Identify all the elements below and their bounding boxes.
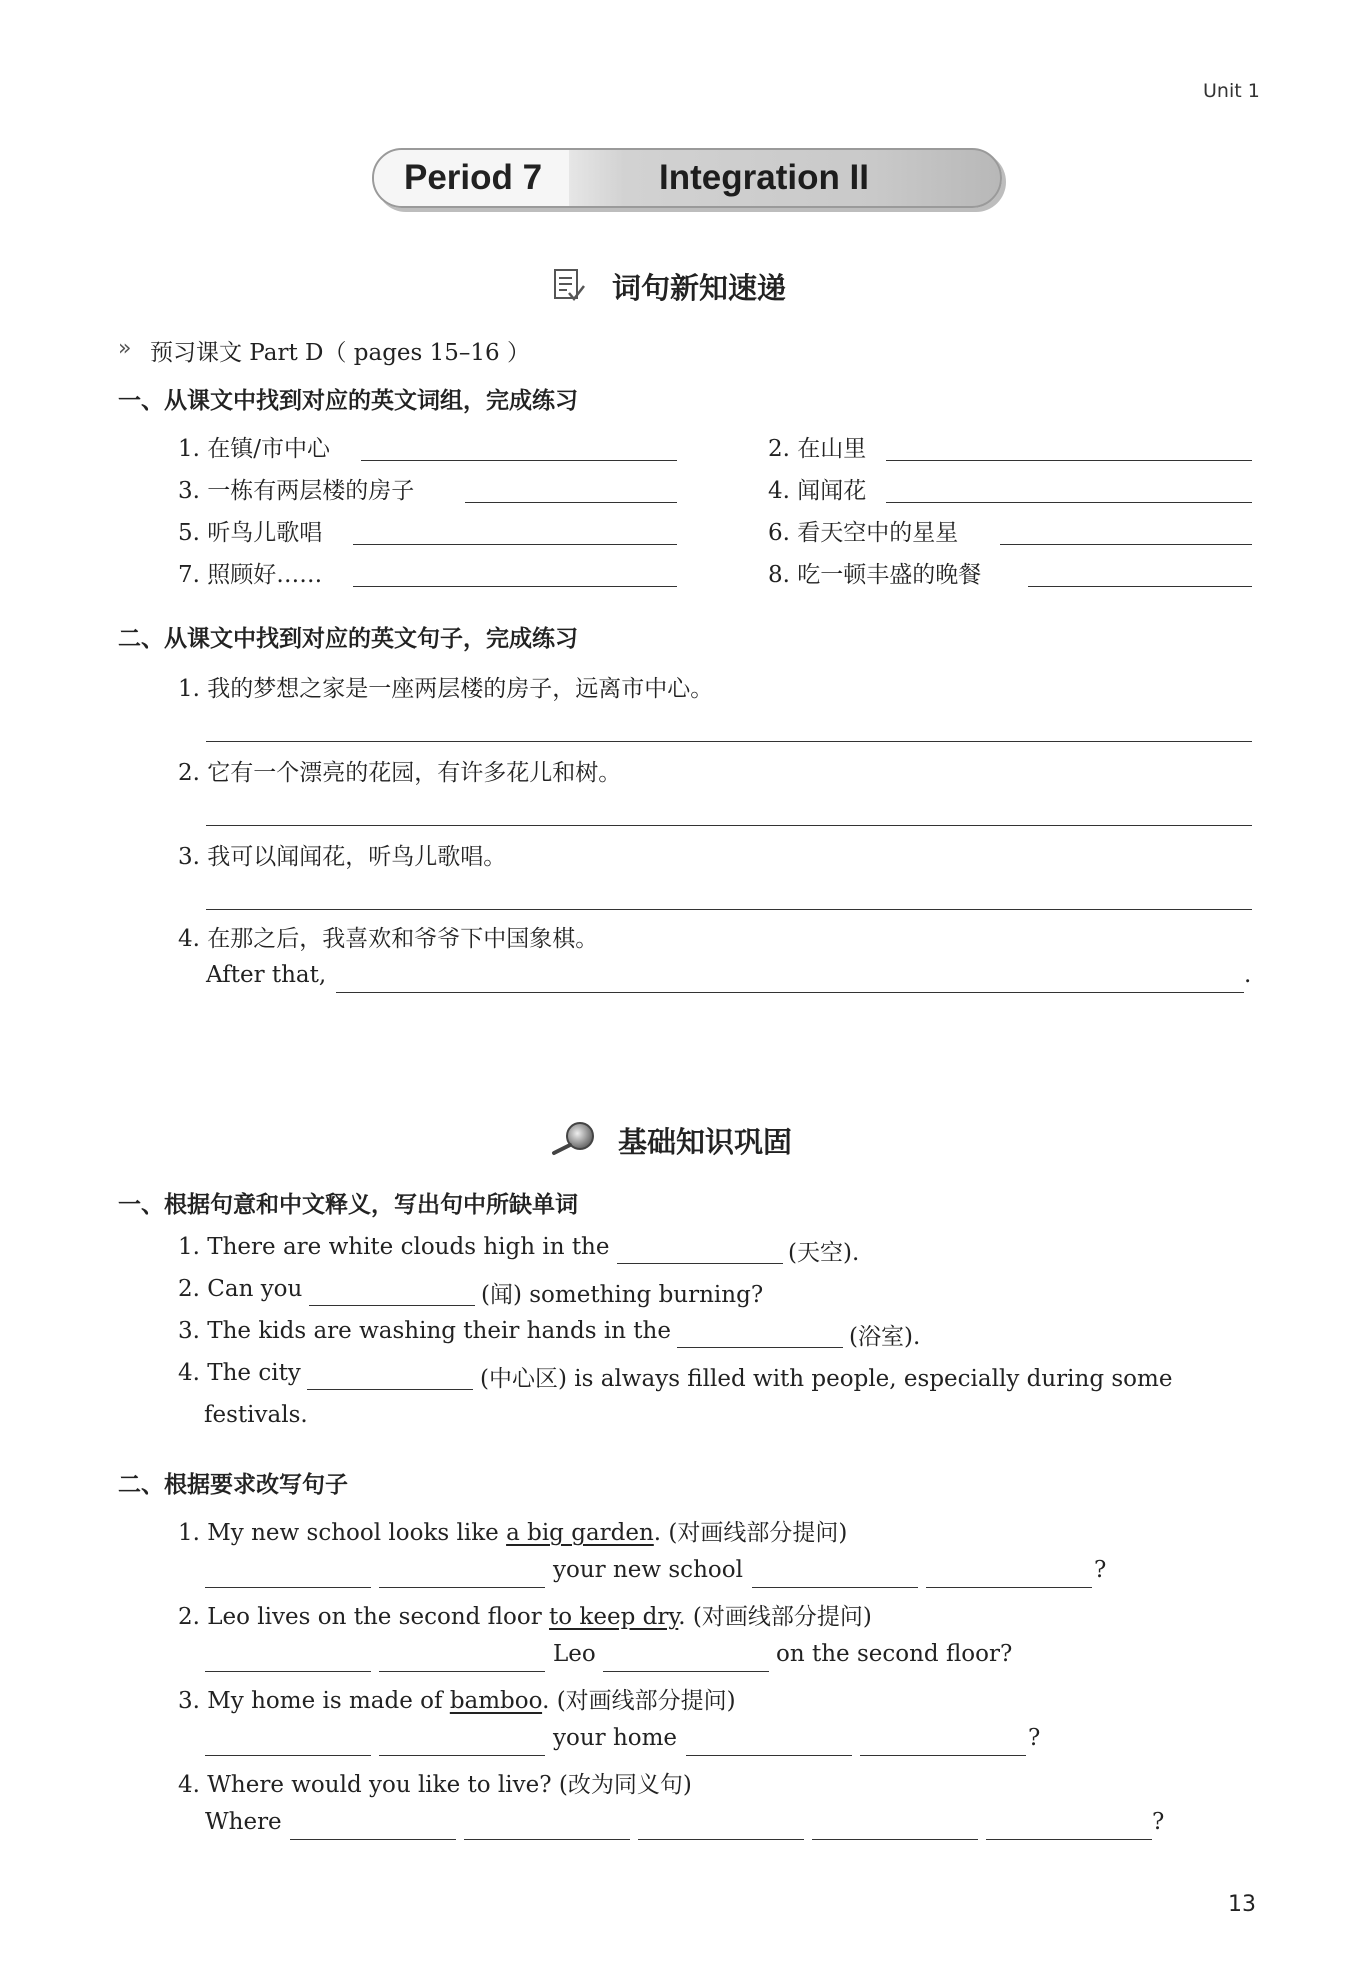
underlined-phrase: bamboo — [449, 1688, 543, 1714]
fill-q1-text: 1. There are white clouds high in the — [178, 1234, 610, 1260]
preview-text: 预习课文 Part D（ pages 15–16 ） — [150, 340, 530, 366]
answer-blank[interactable] — [205, 1670, 371, 1672]
notebook-check-icon — [553, 268, 587, 308]
answer-blank[interactable] — [336, 991, 1244, 993]
sentence-item-1: 1. 我的梦想之家是一座两层楼的房子，远离市中心。 — [178, 676, 714, 702]
phrase-item-8: 8. 吃一顿丰盛的晚餐 — [768, 562, 982, 588]
section-title-basics: 基础知识巩固 — [618, 1125, 793, 1159]
answer-blank[interactable] — [464, 1838, 630, 1840]
period-banner — [372, 148, 1002, 208]
answer-blank[interactable] — [677, 1346, 843, 1348]
double-chevron-icon: » — [118, 336, 132, 361]
sentence-item-2: 2. 它有一个漂亮的花园，有许多花儿和树。 — [178, 760, 622, 786]
unit-label: Unit 1 — [1203, 80, 1260, 102]
page-number: 13 — [1228, 1892, 1256, 1917]
lesson-title: Integration II — [659, 158, 869, 197]
answer-blank[interactable] — [379, 1586, 545, 1588]
rewrite-q4-end: ? — [1152, 1809, 1165, 1835]
answer-blank[interactable] — [886, 501, 1252, 503]
answer-blank[interactable] — [309, 1304, 475, 1306]
rewrite-q1-end: ? — [1094, 1557, 1107, 1583]
answer-blank[interactable] — [686, 1754, 852, 1756]
answer-blank[interactable] — [205, 1754, 371, 1756]
answer-blank[interactable] — [752, 1586, 918, 1588]
fill-q4-text: 4. The city — [178, 1360, 301, 1386]
s2-part2-heading: 二、根据要求改写句子 — [118, 1472, 348, 1498]
rewrite-q3: 3. My home is made of bamboo. (对画线部分提问) — [178, 1688, 736, 1714]
answer-blank[interactable] — [617, 1262, 783, 1264]
underlined-phrase: a big garden — [506, 1520, 654, 1546]
part1-heading: 一、从课文中找到对应的英文词组，完成练习 — [118, 388, 578, 414]
answer-blank[interactable] — [206, 908, 1252, 910]
answer-blank[interactable] — [361, 459, 677, 461]
answer-blank[interactable] — [886, 459, 1252, 461]
answer-blank[interactable] — [638, 1838, 804, 1840]
rewrite-q2-mid2: on the second floor? — [776, 1641, 1013, 1667]
answer-blank[interactable] — [1000, 543, 1252, 545]
fill-q3-hint: (浴室). — [849, 1324, 921, 1350]
answer-blank[interactable] — [290, 1838, 456, 1840]
answer-blank[interactable] — [603, 1670, 769, 1672]
fill-q2-hint: (闻) something burning? — [481, 1282, 764, 1308]
s2-part1-heading: 一、根据句意和中文释义，写出句中所缺单词 — [118, 1192, 578, 1218]
period-number: Period 7 — [404, 158, 543, 197]
fill-q4-cont: festivals. — [204, 1402, 308, 1428]
fill-q4-hint: (中心区) is always filled with people, especially during some — [480, 1366, 1173, 1392]
sentence-period: . — [1244, 962, 1252, 988]
answer-blank[interactable] — [353, 543, 677, 545]
phrase-item-6: 6. 看天空中的星星 — [768, 520, 959, 546]
rewrite-q4: 4. Where would you like to live? (改为同义句) — [178, 1772, 692, 1798]
answer-blank[interactable] — [926, 1586, 1092, 1588]
section-title-vocab: 词句新知速递 — [612, 271, 787, 305]
answer-blank[interactable] — [986, 1838, 1152, 1840]
magnifier-icon — [550, 1120, 598, 1160]
answer-blank[interactable] — [205, 1586, 371, 1588]
answer-blank[interactable] — [1028, 585, 1252, 587]
fill-q1-hint: (天空). — [788, 1240, 860, 1266]
rewrite-q2-mid: Leo — [553, 1641, 596, 1667]
after-that-lead: After that, — [206, 962, 327, 988]
rewrite-q4-lead: Where — [205, 1809, 282, 1835]
phrase-item-3: 3. 一栋有两层楼的房子 — [178, 478, 415, 504]
rewrite-q2: 2. Leo lives on the second floor to keep dry. (对画线部分提问) — [178, 1604, 872, 1630]
answer-blank[interactable] — [307, 1388, 473, 1390]
phrase-item-2: 2. 在山里 — [768, 436, 867, 462]
answer-blank[interactable] — [860, 1754, 1026, 1756]
answer-blank[interactable] — [206, 824, 1252, 826]
phrase-item-1: 1. 在镇/市中心 — [178, 436, 331, 462]
answer-blank[interactable] — [353, 585, 677, 587]
phrase-item-7: 7. 照顾好…… — [178, 562, 323, 588]
phrase-item-4: 4. 闻闻花 — [768, 478, 867, 504]
sentence-item-3: 3. 我可以闻闻花，听鸟儿歌唱。 — [178, 844, 507, 870]
answer-blank[interactable] — [379, 1754, 545, 1756]
sentence-item-4: 4. 在那之后，我喜欢和爷爷下中国象棋。 — [178, 926, 599, 952]
answer-blank[interactable] — [206, 740, 1252, 742]
underlined-phrase: to keep dry — [549, 1604, 679, 1630]
rewrite-q1: 1. My new school looks like a big garden. (对画线部分提问) — [178, 1520, 848, 1546]
rewrite-q1-mid: your new school — [553, 1557, 743, 1583]
rewrite-q3-end: ? — [1028, 1725, 1041, 1751]
part2-heading: 二、从课文中找到对应的英文句子，完成练习 — [118, 626, 578, 652]
fill-q2-text: 2. Can you — [178, 1276, 303, 1302]
phrase-item-5: 5. 听鸟儿歌唱 — [178, 520, 323, 546]
answer-blank[interactable] — [379, 1670, 545, 1672]
answer-blank[interactable] — [465, 501, 677, 503]
rewrite-q3-mid: your home — [553, 1725, 678, 1751]
fill-q3-text: 3. The kids are washing their hands in the — [178, 1318, 671, 1344]
answer-blank[interactable] — [812, 1838, 978, 1840]
